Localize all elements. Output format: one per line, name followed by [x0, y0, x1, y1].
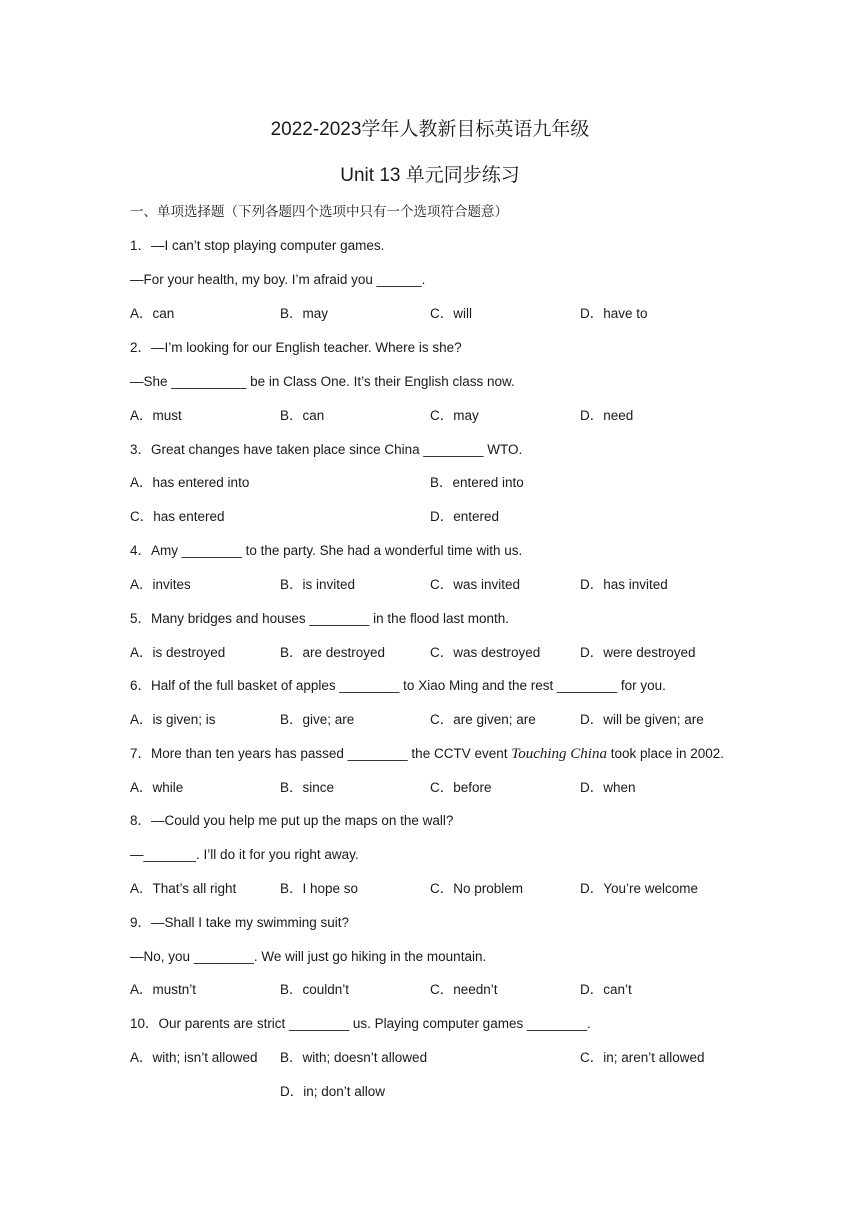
question-9-option-b: B．couldn’t — [280, 982, 350, 997]
question-1-option-b: B．may — [280, 306, 329, 321]
question-2-option-b: B．can — [280, 408, 325, 423]
question-3-stem: 3．Great changes have taken place since China ________ WTO. — [130, 442, 523, 457]
question-4-option-a: A．invites — [130, 577, 191, 592]
question-1-option-c: C．will — [430, 306, 472, 321]
question-8-stem: 8．—Could you help me put up the maps on the wall? — [130, 813, 454, 828]
question-3-option-c: C．has entered — [130, 509, 225, 524]
question-10-option-b: B．with; doesn’t allowed — [280, 1050, 428, 1065]
question-6-option-c: C．are given; are — [430, 712, 536, 727]
question-2-stem: 2．—I’m looking for our English teacher. Where is she? — [130, 340, 462, 355]
question-7-option-d: D．when — [580, 780, 636, 795]
question-1-response: —For your health, my boy. I’m afraid you ______. — [130, 272, 426, 287]
question-9-option-c: C．needn’t — [430, 982, 498, 997]
question-1-option-a: A．can — [130, 306, 175, 321]
question-5-option-d: D．were destroyed — [580, 645, 696, 660]
question-6-option-d: D．will be given; are — [580, 712, 704, 727]
question-2-option-a: A．must — [130, 408, 182, 423]
question-1-option-d: D．have to — [580, 306, 648, 321]
question-6-option-a: A．is given; is — [130, 712, 216, 727]
question-5-option-a: A．is destroyed — [130, 645, 226, 660]
section-heading: 一、单项选择题（下列各题四个选项中只有一个选项符合题意） — [130, 204, 508, 219]
question-4-option-d: D．has invited — [580, 577, 668, 592]
question-2-option-d: D．need — [580, 408, 634, 423]
question-5-option-b: B．are destroyed — [280, 645, 386, 660]
question-7-option-b: B．since — [280, 780, 335, 795]
question-2-response: —She __________ be in Class One. It’s their English class now. — [130, 374, 515, 389]
question-9-option-d: D．can’t — [580, 982, 632, 997]
question-9-response: —No, you ________. We will just go hiking in the mountain. — [130, 949, 487, 964]
question-4-option-b: B．is invited — [280, 577, 356, 592]
question-10-option-c: C．in; aren’t allowed — [580, 1050, 705, 1065]
question-10-option-a: A．with; isn’t allowed — [130, 1050, 258, 1065]
question-7-option-a: A．while — [130, 780, 184, 795]
question-6-option-b: B．give; are — [280, 712, 355, 727]
question-8-option-d: D．You’re welcome — [580, 881, 699, 896]
question-3-option-a: A．has entered into — [130, 475, 250, 490]
question-8-response: —_______. I’ll do it for you right away. — [130, 847, 359, 862]
question-9-stem: 9．—Shall I take my swimming suit? — [130, 915, 350, 930]
question-2-option-c: C．may — [430, 408, 479, 423]
question-7-stem-end: took place in 2002. — [606, 746, 725, 761]
document-title: 2022-2023学年人教新目标英语九年级 — [270, 119, 590, 140]
question-5-option-c: C．was destroyed — [430, 645, 541, 660]
question-7-event-title: Touching China — [511, 746, 607, 762]
question-9-option-a: A．mustn’t — [130, 982, 197, 997]
question-10-option-d: D．in; don’t allow — [280, 1084, 386, 1099]
question-8-option-a: A．That’s all right — [130, 881, 237, 896]
question-6-stem: 6．Half of the full basket of apples ________ to Xiao Ming and the rest ________ for you. — [130, 678, 666, 693]
question-3-option-d: D．entered — [430, 509, 500, 524]
question-4-option-c: C．was invited — [430, 577, 521, 592]
question-8-option-c: C．No problem — [430, 881, 524, 896]
question-10-stem: 10．Our parents are strict ________ us. Playing computer games ________. — [130, 1016, 591, 1031]
question-7-stem — [130, 744, 724, 764]
question-3-option-b: B．entered into — [430, 475, 524, 490]
question-8-option-b: B．I hope so — [280, 881, 359, 896]
question-1-stem: 1．—I can’t stop playing computer games. — [130, 238, 385, 253]
question-5-stem: 5．Many bridges and houses ________ in the flood last month. — [130, 611, 510, 626]
question-7-option-c: C．before — [430, 780, 492, 795]
document-subtitle: Unit 13 单元同步练习 — [340, 165, 520, 186]
question-4-stem: 4．Amy ________ to the party. She had a wonderful time with us. — [130, 543, 523, 558]
question-7-stem-start: 7．More than ten years has passed ________ the CCTV event — [130, 746, 512, 761]
